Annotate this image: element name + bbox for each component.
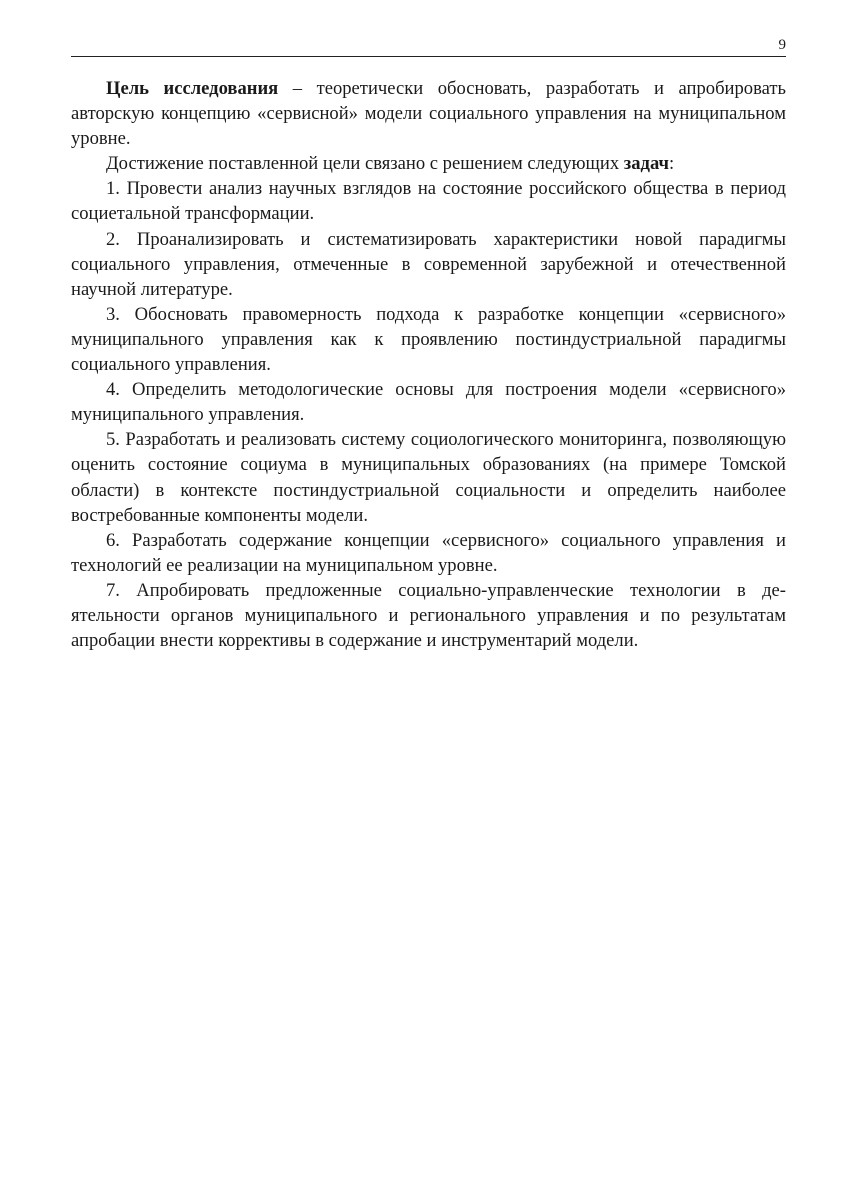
tasks-term: задач: [623, 153, 669, 175]
task-item-1: 1. Провести анализ научных взглядов на состояние российского общества в период социетальной трансформации.: [71, 178, 786, 225]
task-item-2: 2. Проанализировать и систематизировать характеристики новой парадигмы социального управления, отмеченные в современной зарубежной и отечественной научной литературе.: [71, 228, 786, 300]
research-goal-text: – теоретически обосновать, разработать и апробировать авторскую концепцию «сервисной» модели социального управления на муниципальном уровне.: [71, 78, 786, 150]
tasks-intro-colon: :: [668, 153, 675, 175]
research-goal-term: Цель исследования: [106, 78, 279, 99]
page-number: 9: [778, 37, 786, 53]
paragraph-research-goal: [71, 76, 786, 151]
header-rule: [71, 56, 786, 57]
tasks-intro-text: Достижение поставленной цели связано с решением следующих: [106, 153, 624, 175]
paragraph-tasks-intro: [71, 151, 786, 176]
body-text: [71, 76, 786, 653]
task-item-4: 4. Определить методологические основы для построения модели «сервисного» муниципального управления.: [71, 379, 786, 426]
task-item-3: 3. Обосновать правомерность подхода к разработке концепции «сервисного» муниципального управления как к проявлению постиндустриальной парадигмы социального управления.: [71, 303, 786, 376]
task-item-7: 7. Апробировать предложенные социально-управленческие технологии в деятельности органов муниципального и регионального управления и по результатам апробации внести коррективы в содержание и инструментарий модели.: [71, 579, 786, 652]
task-item-5: 5. Разработать и реализовать систему социологического мониторинга, позволяющую оценить состояние социума в муниципальных образованиях (на примере Томской области) в контексте постиндустриальной социальности и определить наиболее востребованные компоненты модели.: [71, 429, 786, 526]
task-item-6: 6. Разработать содержание концепции «сервисного» социального управления и технологий ее реализации на муниципальном уровне.: [71, 529, 786, 576]
